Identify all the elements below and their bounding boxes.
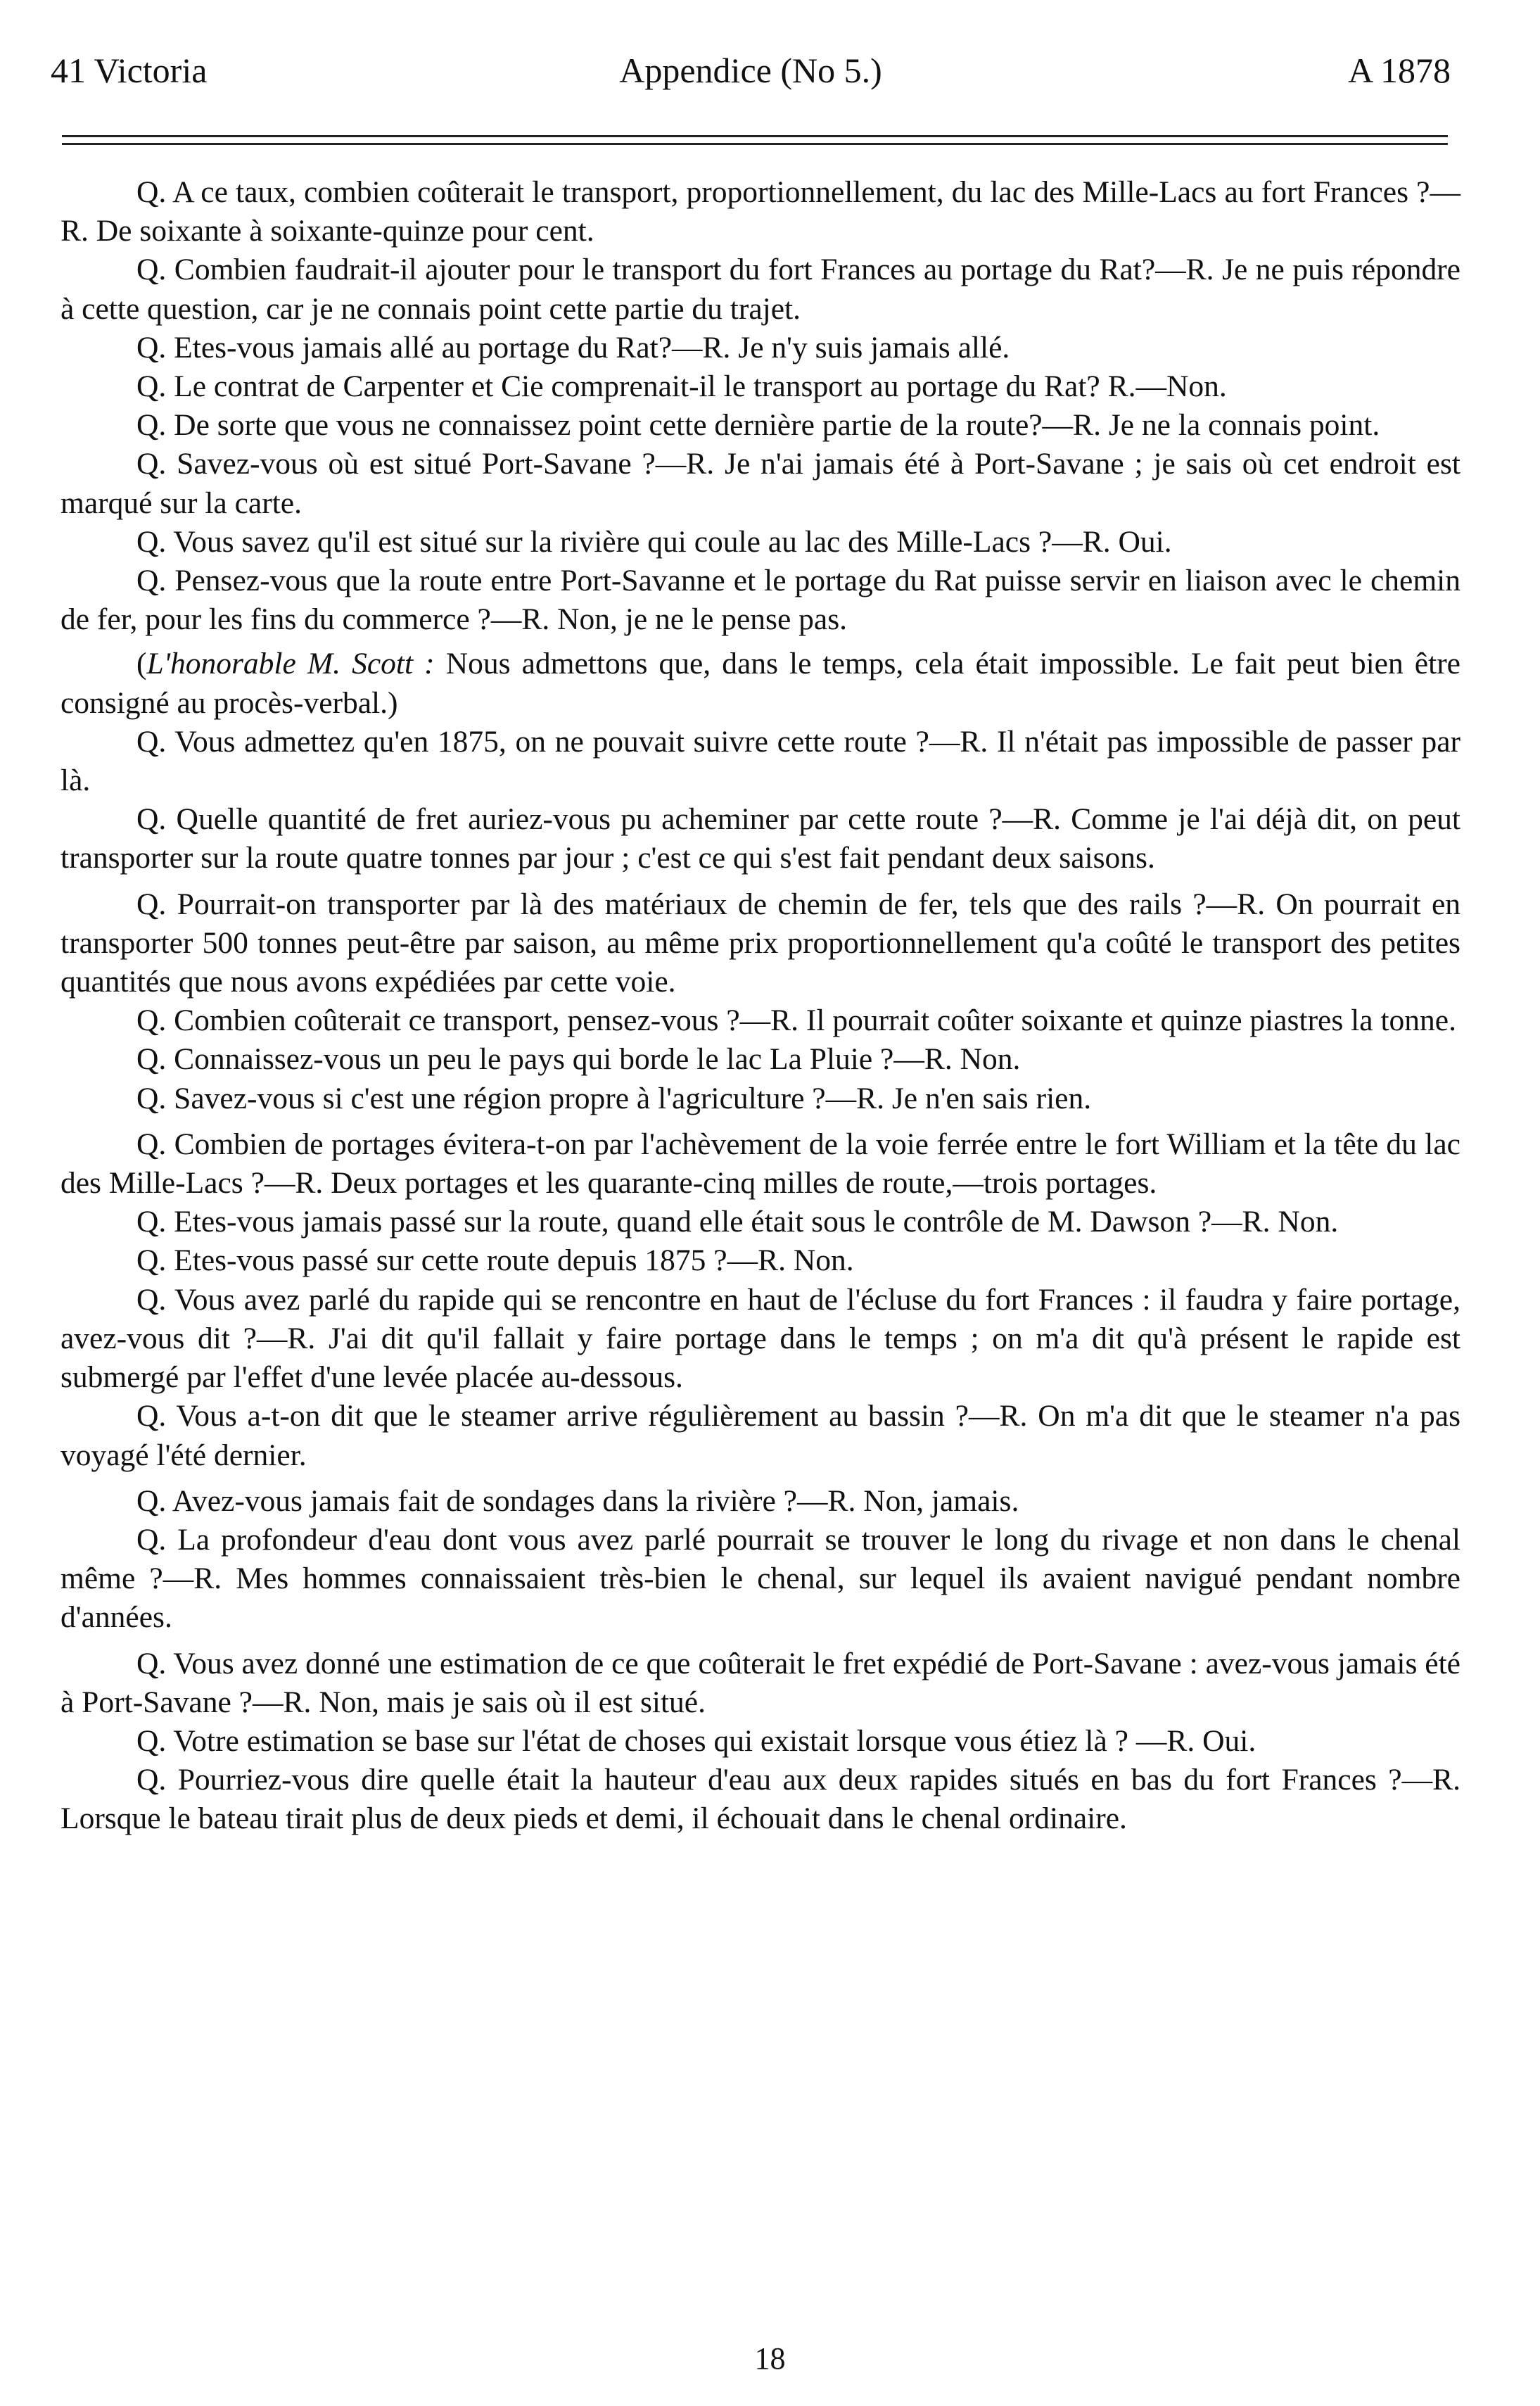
qa-paragraph: Q. Savez-vous où est situé Port-Savane ?—R. Je n'ai jamais été à Port-Savane ; je sais où cet endroit est marqué sur la carte. xyxy=(61,447,1461,520)
qa-paragraph: Q. Vous admettez qu'en 1875, on ne pouvait suivre cette route ?—R. Il n'était pas impossible de passer par là. xyxy=(61,724,1461,798)
qa-paragraph: Q. Etes-vous jamais passé sur la route, quand elle était sous le contrôle de M. Dawson ?—R. Non. xyxy=(136,1205,1339,1239)
qa-paragraph: Q. Combien coûterait ce transport, pensez-vous ?—R. Il pourrait coûter soixante et quinze piastres la tonne. xyxy=(136,1003,1456,1038)
qa-paragraph: Q. De sorte que vous ne connaissez point cette dernière partie de la route?—R. Je ne la connais point. xyxy=(136,408,1380,443)
qa-paragraph: Q. Connaissez-vous un peu le pays qui borde le lac La Pluie ?—R. Non. xyxy=(136,1042,1021,1077)
page-number: 18 xyxy=(754,2341,786,2376)
qa-paragraph: Q. Pourrait-on transporter par là des matériaux de chemin de fer, tels que des rails ?—R. On pourrait en transporter 500 tonnes peut-être par saison, au même prix proportionnellement qu'a coûté le transport des petites quantités que nous avons expédiées par cette voie. xyxy=(61,887,1461,999)
header-rule-top xyxy=(62,135,1448,137)
testimony-body xyxy=(61,173,1461,1839)
qa-paragraph: Q. Etes-vous passé sur cette route depuis 1875 ?—R. Non. xyxy=(136,1243,854,1278)
qa-paragraph: Q. Quelle quantité de fret auriez-vous pu acheminer par cette route ?—R. Comme je l'ai déjà dit, on peut transporter sur la route quatre tonnes par jour ; c'est ce qui s'est fait pendant deux saisons. xyxy=(61,802,1461,875)
speaker-note: (L'honorable M. Scott : Nous admettons que, dans le temps, cela était impossible. Le fait peut bien être consigné au procès-verbal.) xyxy=(61,647,1461,720)
qa-paragraph: Q. Pensez-vous que la route entre Port-Savanne et le portage du Rat puisse servir en liaison avec le chemin de fer, pour les fins du commerce ?—R. Non, je ne le pense pas. xyxy=(61,564,1461,637)
qa-paragraph: Q. Vous a-t-on dit que le steamer arrive régulièrement au bassin ?—R. On m'a dit que le steamer n'a pas voyagé l'été dernier. xyxy=(61,1399,1461,1472)
qa-paragraph: Q. Avez-vous jamais fait de sondages dans la rivière ?—R. Non, jamais. xyxy=(136,1483,1019,1518)
qa-paragraph: Q. Pourriez-vous dire quelle était la hauteur d'eau aux deux rapides situés en bas du fort Frances ?—R. Lorsque le bateau tirait plus de deux pieds et demi, il échouait dans le chenal ordinaire. xyxy=(61,1763,1461,1836)
qa-paragraph: Q. Vous savez qu'il est situé sur la rivière qui coule au lac des Mille-Lacs ?—R. Oui. xyxy=(136,524,1172,559)
qa-paragraph: Q. A ce taux, combien coûterait le transport, proportionnellement, du lac des Mille-Lacs au fort Frances ?—R. De soixante à soixante-quinze pour cent. xyxy=(61,175,1461,248)
qa-paragraph: Q. Combien faudrait-il ajouter pour le transport du fort Frances au portage du Rat?—R. Je ne puis répondre à cette question, car je ne connais point cette partie du trajet. xyxy=(61,253,1461,326)
qa-paragraph: Q. Le contrat de Carpenter et Cie comprenait-il le transport au portage du Rat? R.—Non. xyxy=(136,369,1227,404)
header-session: 41 Victoria xyxy=(51,51,208,90)
qa-paragraph: Q. Vous avez donné une estimation de ce que coûterait le fret expédié de Port-Savane : avez-vous jamais été à Port-Savane ?—R. Non, mais je sais où il est situé. xyxy=(61,1646,1461,1719)
qa-paragraph: Q. Savez-vous si c'est une région propre à l'agriculture ?—R. Je n'en sais rien. xyxy=(136,1081,1092,1115)
qa-paragraph: Q. Votre estimation se base sur l'état de choses qui existait lorsque vous étiez là ? —R. Oui. xyxy=(136,1723,1256,1758)
header-year: A 1878 xyxy=(1348,51,1451,90)
header-title: Appendice (No 5.) xyxy=(619,51,882,90)
note-text: Nous admettons que, dans le temps, cela était impossible. Le fait peut bien être consigné au procès-verbal.) xyxy=(61,647,1461,720)
qa-paragraph: Q. La profondeur d'eau dont vous avez parlé pourrait se trouver le long du rivage et non dans le chenal même ?—R. Mes hommes connaissaient très-bien le chenal, sur lequel ils avaient navigué pendant nombre d'années. xyxy=(61,1522,1461,1635)
note-speaker: L'honorable M. Scott : xyxy=(146,647,435,681)
qa-paragraph: Q. Combien de portages évitera-t-on par l'achèvement de la voie ferrée entre le fort William et la tête du lac des Mille-Lacs ?—R. Deux portages et les quarante-cinq milles de route,—trois portages. xyxy=(61,1127,1461,1201)
header-rule-bottom xyxy=(62,143,1448,145)
qa-paragraph: Q. Etes-vous jamais allé au portage du Rat?—R. Je n'y suis jamais allé. xyxy=(136,330,1010,365)
qa-paragraph: Q. Vous avez parlé du rapide qui se rencontre en haut de l'écluse du fort Frances : il faudra y faire portage, avez-vous dit ?—R. J'ai dit qu'il fallait y faire portage dans le temps ; on m'a dit qu'à présent le rapide est submergé par l'effet d'une levée placée au-dessous. xyxy=(61,1282,1461,1395)
page-header xyxy=(51,42,1451,99)
